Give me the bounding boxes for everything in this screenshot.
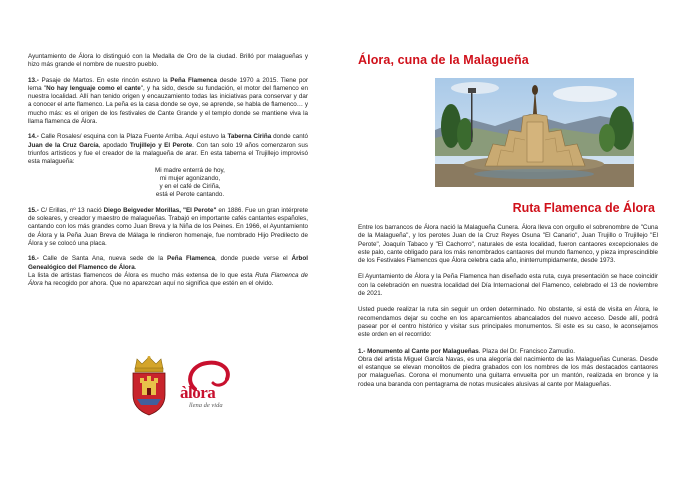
intro-paragraph: Ayuntamiento de Álora lo distinguió con la Medalla de Oro de la ciudad. Brilló por malagueñas y hizo más grande el nombre de nuestro pueblo. bbox=[28, 53, 308, 69]
stop-16-paragraph: 16.- Calle de Santa Ana, nueva sede de la Peña Flamenca, donde puede verse el Árbol Genealógico del Flamenco de Álora. bbox=[28, 255, 308, 271]
route-title: Ruta Flamenca de Álora bbox=[512, 201, 655, 215]
stop-14-paragraph: 14.- Calle Rosales/ esquina con la Plaza Fuente Arriba. Aquí estuvo la Taberna Ciriña donde cantó Juan de la Cruz García, apodado Trujillejo y El Perote. Con tan solo 19 años comenzaron sus triunfos artísticos y fue el creador de la malagueña de arar. En esta taberna el Trujillejo improvisó esta malagueña: bbox=[28, 133, 308, 166]
route-advice-paragraph: Usted puede realizar la ruta sin seguir un orden determinado. No obstante, si está de visita en Álora, le recomendamos dejar su coche en los aparcamientos abancalados del nuevo acceso. Desde allí, podrá pasear por el centro histórico y visitar sus principales monumentos. Si este es su caso, le aconsejamos este orden en el recorrido: bbox=[358, 306, 658, 339]
left-column bbox=[28, 53, 308, 288]
route-presentation-paragraph: El Ayuntamiento de Álora y la Peña Flamenca han diseñado esta ruta, cuya presentación se hace coincidir con la celebración en nuestra localidad del Día Internacional del Flamenco, celebrado el 13 de noviembre de 2021. bbox=[358, 273, 658, 298]
poem-line: Mi madre enterrá de hoy, bbox=[155, 166, 225, 174]
right-page bbox=[340, 0, 680, 481]
stop-15-paragraph: 15.- C/ Erillas, nº 13 nació Diego Beigveder Morillas, "El Perote" en 1886. Fue un gran intérprete de soleares, y creador y maestro de malagueñas. Trabajó en importante cafés cantantes españoles, cantando con los más grandes como Juan Breva y la Niña de los Peines. En 1966, el Ayuntamiento de Álora y la Peña Juan Breva de Málaga le rindieron homenaje, fue nombrado Hijo Predilecto de Álora y se colocó una placa. bbox=[28, 206, 308, 247]
monument-photo bbox=[435, 78, 634, 187]
monument-fountain-image bbox=[435, 78, 634, 187]
malaguena-poem bbox=[28, 167, 308, 200]
stop-13-paragraph: 13.- Pasaje de Martos. En este rincón estuvo la Peña Flamenca desde 1970 a 2015. Tiene por lema "No hay lenguaje como el cante", y ha sido, desde su fundación, el motor del flamenco en nuestra localidad. Allí han tenido origen y encauzamiento todas las iniciativas para conservar y dar a conocer el arte flamenco. La peña es la casa donde se oye, se aprende, se habla de flamenco… y mucho más: es el origen de los festivales de Cante Grande y el templo donde se mantiene viva la llama flamenca de Álora. bbox=[28, 76, 308, 126]
alora-tagline: llena de vida bbox=[189, 402, 223, 409]
poem-line: está el Perote cantando. bbox=[155, 191, 225, 199]
poem-line: y en el café de Ciriña, bbox=[159, 183, 221, 191]
poem-line: mi mujer agonizando, bbox=[159, 174, 221, 182]
coat-of-arms-icon bbox=[129, 355, 169, 417]
logo-area bbox=[129, 355, 249, 417]
page-title: Álora, cuna de la Malagueña bbox=[358, 53, 529, 67]
intro-malaguena-paragraph: Entre los barrancos de Álora nació la Malagueña Cunera. Álora lleva con orgullo el sobrenombre de "Cuna de la Malagueña", y los perotes Juan de la Cruz Reyes Osuna "El Canario", Juan Trujillo o Trujillejo "El Perote", Joaquín Tabaco y "El Cachorro", naturales de esta localidad, fueron cantaores excepcionales de este palo, cante obligado para los más renombrados cantaores del mundo flamenco, y pieza imprescindible de los Festivales Flamencos que Álora celebra cada año, ininterrumpidamente, desde 1973. bbox=[358, 224, 658, 265]
stop-16-note: La lista de artistas flamencos de Álora es mucho más extensa de lo que esta Ruta Flamenca de Álora ha recogido por ahora. Que no aparezcan aquí no significa que estén en el olvido. bbox=[28, 271, 308, 288]
stop-1-heading: 1.- Monumento al Cante por Malagueñas. Plaza del Dr. Francisco Zamudio. bbox=[358, 347, 575, 355]
right-column bbox=[358, 224, 658, 389]
stop-1-paragraph: Obra del artista Miguel García Navas, es una alegoría del nacimiento de las Malagueñas Cuneras. Desde el estanque se elevan monolitos de piedra grabados con los nombres de los más destacados cantaores por malagueñas. Corona el monumento una guitarra envuelta por un mantón, realizada en bronce y la rodea una baranda con pentagrama de notas musicales alusivas al cante por Malagueñas. bbox=[358, 355, 658, 388]
alora-wordmark: àlora bbox=[180, 383, 216, 402]
